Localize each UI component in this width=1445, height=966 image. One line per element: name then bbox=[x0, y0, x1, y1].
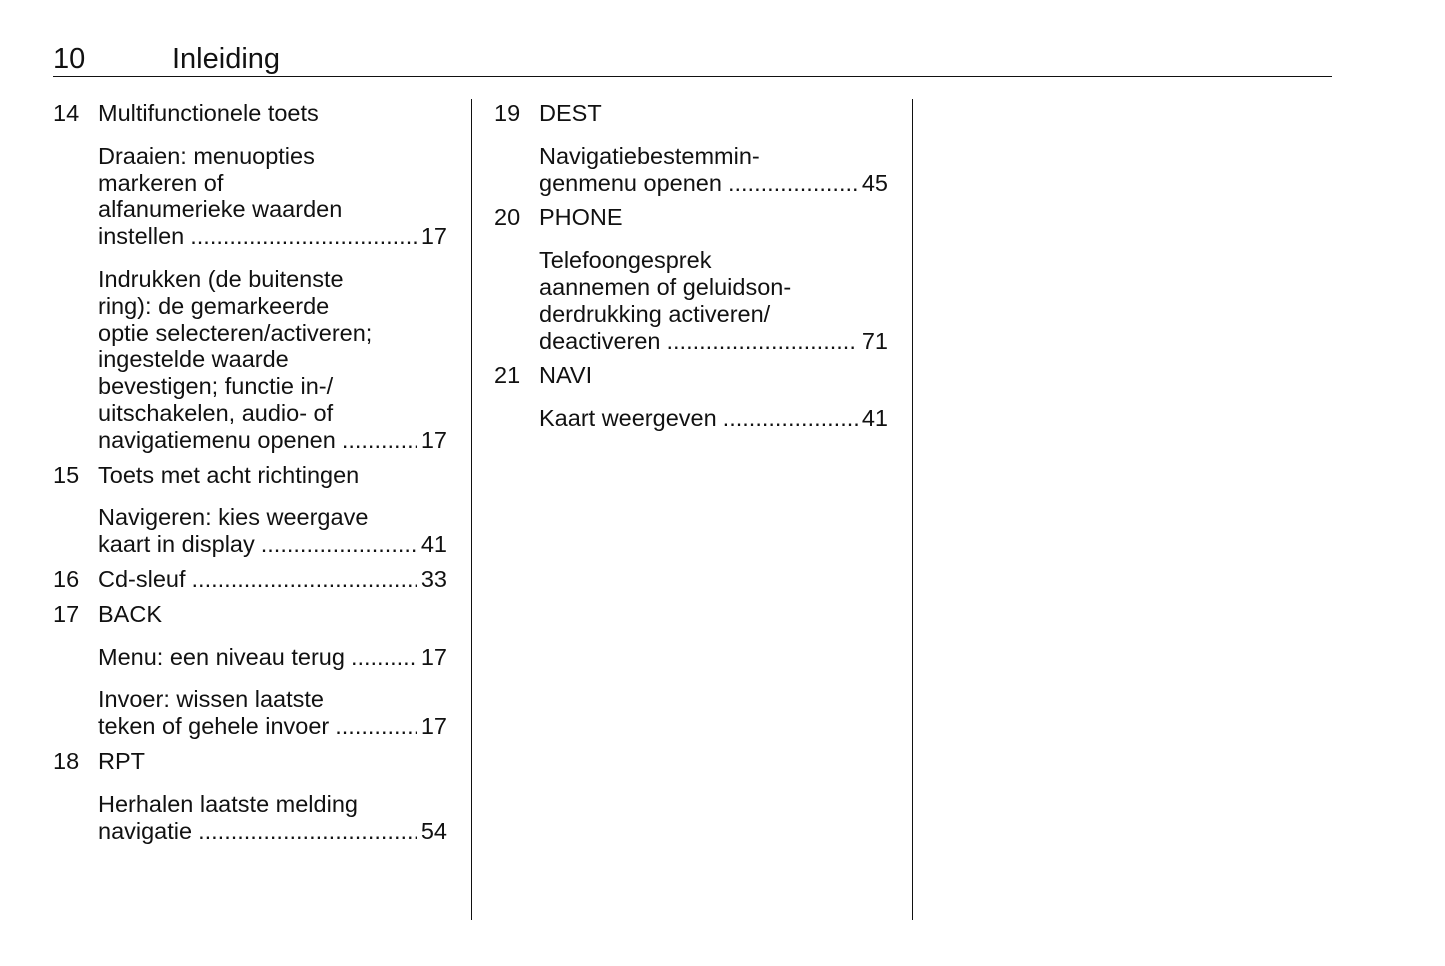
reference-line bbox=[98, 566, 447, 593]
item-label: DEST bbox=[539, 100, 602, 126]
reference-line bbox=[539, 328, 888, 355]
dot-leader bbox=[342, 427, 417, 454]
item-label: Toets met acht richtingen bbox=[98, 461, 360, 488]
item-number: 14 bbox=[53, 100, 80, 126]
dot-leader bbox=[728, 170, 858, 197]
dot-leader bbox=[198, 818, 417, 845]
reference-text: instellen bbox=[98, 223, 185, 250]
item-number: 19 bbox=[494, 100, 521, 126]
item-description bbox=[494, 405, 888, 432]
page-reference: 17 bbox=[420, 643, 447, 670]
dot-leader bbox=[667, 328, 858, 355]
page-number: 10 bbox=[53, 43, 86, 75]
item-label: NAVI bbox=[539, 362, 593, 389]
item-description bbox=[53, 143, 447, 250]
description-line: optie selecteren/activeren; bbox=[98, 319, 373, 346]
item-description bbox=[53, 644, 447, 671]
column-middle bbox=[494, 100, 888, 432]
description-line: Invoer: wissen laatste bbox=[98, 686, 324, 713]
dot-leader bbox=[261, 531, 417, 558]
reference-line bbox=[98, 644, 447, 671]
item-description bbox=[494, 143, 888, 197]
description-line: alfanumerieke waarden bbox=[98, 196, 343, 223]
description-line: Telefoongesprek bbox=[539, 247, 712, 274]
reference-text: Menu: een niveau terug bbox=[98, 643, 345, 670]
reference-line bbox=[98, 818, 447, 845]
page-reference: 41 bbox=[861, 405, 888, 432]
item-description bbox=[494, 247, 888, 354]
page-reference: 17 bbox=[420, 713, 447, 740]
description-line: aannemen of geluidson- bbox=[539, 273, 792, 300]
reference-line bbox=[98, 427, 447, 454]
reference-line bbox=[98, 713, 447, 740]
page-reference: 17 bbox=[420, 223, 447, 250]
reference-line bbox=[539, 405, 888, 432]
description-line: markeren of bbox=[98, 169, 224, 196]
item-label: RPT bbox=[98, 747, 145, 774]
item-18 bbox=[53, 748, 447, 775]
description-line: Draaien: menuopties bbox=[98, 142, 315, 169]
column-divider bbox=[912, 99, 913, 920]
reference-text: kaart in display bbox=[98, 531, 255, 558]
item-20 bbox=[494, 204, 888, 231]
item-14 bbox=[53, 100, 447, 127]
column-left bbox=[53, 100, 447, 844]
dot-leader bbox=[723, 405, 858, 432]
reference-line bbox=[539, 170, 888, 197]
description-line: ring): de gemarkeerde bbox=[98, 292, 330, 319]
item-number: 18 bbox=[53, 747, 80, 774]
column-divider bbox=[471, 99, 472, 920]
item-17 bbox=[53, 601, 447, 628]
item-number: 15 bbox=[53, 461, 80, 488]
reference-line bbox=[98, 531, 447, 558]
item-label: Multifunctionele toets bbox=[98, 100, 319, 126]
item-label: Cd-sleuf bbox=[98, 565, 186, 592]
description-line: bevestigen; functie in-/ bbox=[98, 373, 334, 400]
item-number: 16 bbox=[53, 565, 80, 592]
item-description bbox=[53, 266, 447, 454]
reference-text: genmenu openen bbox=[539, 169, 722, 196]
description-line: Indrukken (de buitenste bbox=[98, 265, 344, 292]
item-21 bbox=[494, 362, 888, 389]
item-description bbox=[53, 791, 447, 845]
item-label: PHONE bbox=[539, 204, 623, 231]
description-line: derdrukking activeren/ bbox=[539, 300, 771, 327]
reference-line bbox=[98, 223, 447, 250]
dot-leader bbox=[335, 713, 417, 740]
dot-leader bbox=[192, 566, 417, 593]
description-line: Herhalen laatste melding bbox=[98, 790, 358, 817]
item-16 bbox=[53, 566, 447, 593]
reference-text: Kaart weergeven bbox=[539, 405, 717, 432]
reference-text: navigatie bbox=[98, 817, 193, 844]
item-19 bbox=[494, 100, 888, 127]
page-header bbox=[53, 40, 1332, 77]
description-line: Navigatiebestemmin- bbox=[539, 142, 760, 169]
description-line: uitschakelen, audio- of bbox=[98, 399, 334, 426]
page-reference: 45 bbox=[861, 169, 888, 196]
page-reference: 33 bbox=[420, 565, 447, 592]
item-number: 21 bbox=[494, 362, 521, 389]
reference-text: teken of gehele invoer bbox=[98, 713, 330, 740]
item-description bbox=[53, 504, 447, 558]
item-number: 20 bbox=[494, 204, 521, 231]
item-number: 17 bbox=[53, 600, 80, 627]
item-description bbox=[53, 686, 447, 740]
page-reference: 54 bbox=[420, 817, 447, 844]
dot-leader bbox=[351, 644, 417, 671]
page-reference: 17 bbox=[420, 426, 447, 453]
page-reference: 41 bbox=[420, 531, 447, 558]
reference-text: deactiveren bbox=[539, 327, 661, 354]
page-title: Inleiding bbox=[172, 43, 281, 75]
item-label: BACK bbox=[98, 600, 162, 627]
page-reference: 71 bbox=[861, 327, 888, 354]
reference-text: navigatiemenu openen bbox=[98, 426, 336, 453]
item-15 bbox=[53, 462, 447, 489]
description-line: ingestelde waarde bbox=[98, 346, 289, 373]
dot-leader bbox=[190, 223, 417, 250]
description-line: Navigeren: kies weergave bbox=[98, 504, 369, 531]
